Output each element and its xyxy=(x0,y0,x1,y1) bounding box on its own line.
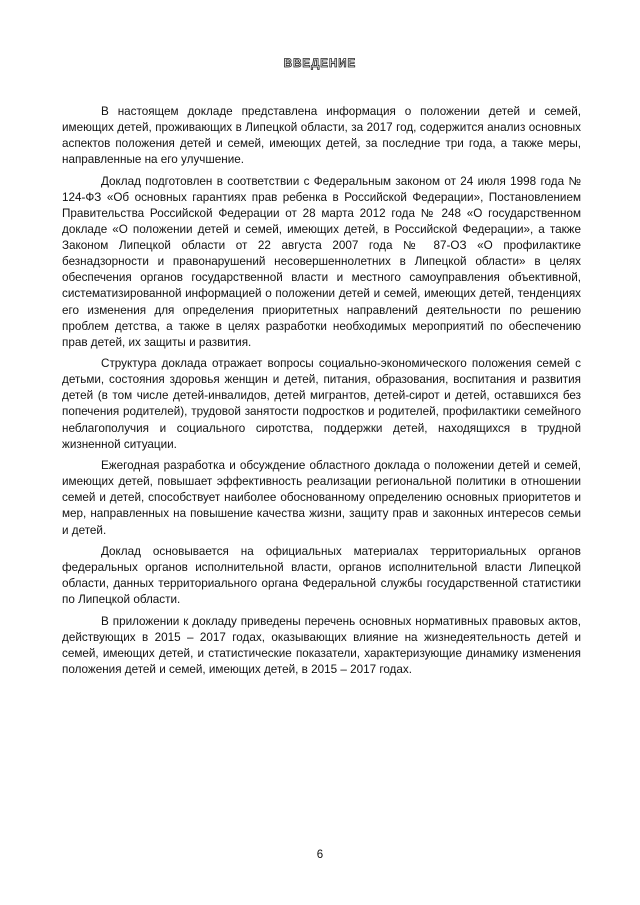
body-text xyxy=(62,104,581,684)
paragraph-sources: Доклад основывается на официальных материалах территориальных органов федеральных органов исполнительной власти, органов исполнительной власти Липецкой области, данных территориального органа Федеральной службы государственной статистики по Липецкой области. xyxy=(62,545,581,607)
paragraph-appendix: В приложении к докладу приведены перечень основных нормативных правовых актов, действующих в 2015 – 2017 годах, оказывающих влияние на жизнедеятельность детей и семей, имеющих детей, и статистические показатели, характеризующие динамику изменения положения детей и семей, имеющих детей, в 2015 – 2017 годах. xyxy=(62,614,581,677)
paragraph-structure: Структура доклада отражает вопросы социально-экономического положения семей с детьми, состояния здоровья женщин и детей, питания, образования, воспитания и развития детей (в том числе детей-инвалидов, детей мигрантов, детей-сирот и детей, оставшихся без попечения родителей), трудовой занятости подростков и родителей, профилактики семейного неблагополучия и социального сиротства, поддержки детей, находящихся в трудной жизненной ситуации. xyxy=(62,357,581,451)
paragraph-legal-basis: Доклад подготовлен в соответствии с Федеральным законом от 24 июля 1998 года № 124-ФЗ «Об основных гарантиях прав ребенка в Российской Федерации», Постановлением Правительства Российской Федерации от 28 марта 2012 года № 248 «О государственном докладе «О положении детей и семей, имеющих детей, в Российской Федерации», а также Законом Липецкой области от 22 августа 2007 года № 87-ОЗ «О профилактике безнадзорности и правонарушений несовершеннолетних в Липецкой области» в целях обеспечения органов государственной власти и местного самоуправления объективной, систематизированной информацией о положении детей и семей, имеющих детей, тенденциях его изменения для определения приоритетных направлений деятельности по решению проблем детства, а также в целях разработки необходимых мероприятий по обеспечению прав детей, их защиты и развития. xyxy=(62,174,581,349)
paragraph-intro: В настоящем докладе представлена информация о положении детей и семей, имеющих детей, проживающих в Липецкой области, за 2017 год, содержится анализ основных аспектов положения детей и семей, имеющих детей, за последние три года, а также меры, направленные на его улучшение. xyxy=(62,105,581,167)
paragraph-annual-report: Ежегодная разработка и обсуждение областного доклада о положении детей и семей, имеющих детей, повышает эффективность реализации региональной политики в отношении семей и детей, способствует наиболее обоснованному определению основных приоритетов и мер, направленных на повышение качества жизни, защиту прав и законных интересов семьи и детей. xyxy=(62,459,581,537)
page-number: 6 xyxy=(316,849,324,861)
section-title: ВВЕДЕНИЕ xyxy=(283,58,357,70)
